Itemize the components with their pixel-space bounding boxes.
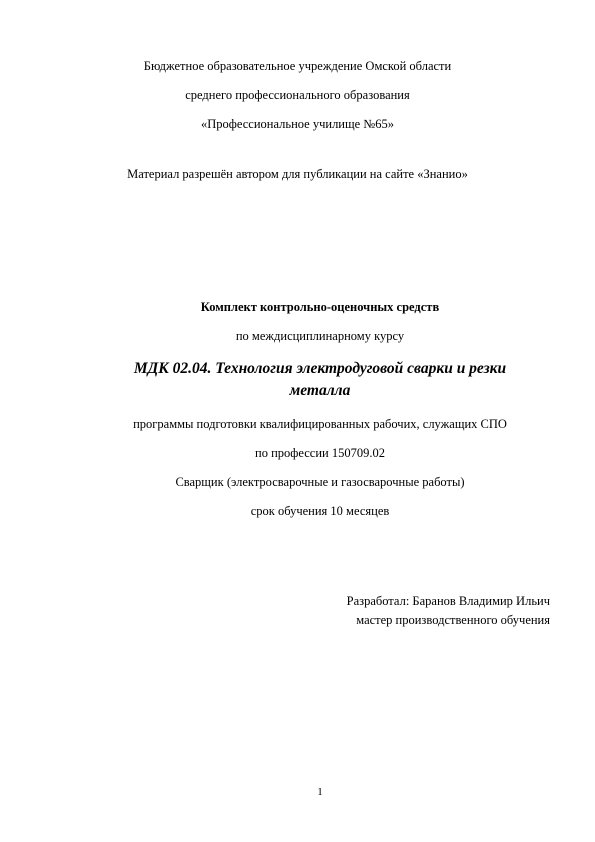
page-number: 1 (317, 786, 323, 798)
author-position: мастер производственного обучения (356, 613, 550, 627)
author-name: Разработал: Баранов Владимир Ильич (346, 594, 550, 608)
kit-title: Комплект контрольно-оценочных средств (200, 300, 440, 314)
institution-line-2: среднего профессионального образования (185, 88, 410, 102)
program-line: программы подготовки квалифицированных рабочих, служащих СПО (133, 417, 507, 431)
permission-note: Материал разрешён автором для публикации на сайте «Знанио» (127, 167, 468, 181)
institution-line-1: Бюджетное образовательное учреждение Омской области (143, 59, 452, 73)
subject-title-line-2: металла (289, 382, 351, 399)
profession-line: по профессии 150709.02 (255, 446, 385, 460)
course-line: по междисциплинарному курсу (235, 329, 405, 343)
subject-title-line-1: МДК 02.04. Технология электродуговой сварки и резки (133, 360, 507, 377)
institution-line-3: «Профессиональное училище №65» (201, 117, 394, 131)
duration-line: срок обучения 10 месяцев (250, 504, 390, 518)
specialty-line: Сварщик (электросварочные и газосварочные работы) (175, 475, 465, 489)
